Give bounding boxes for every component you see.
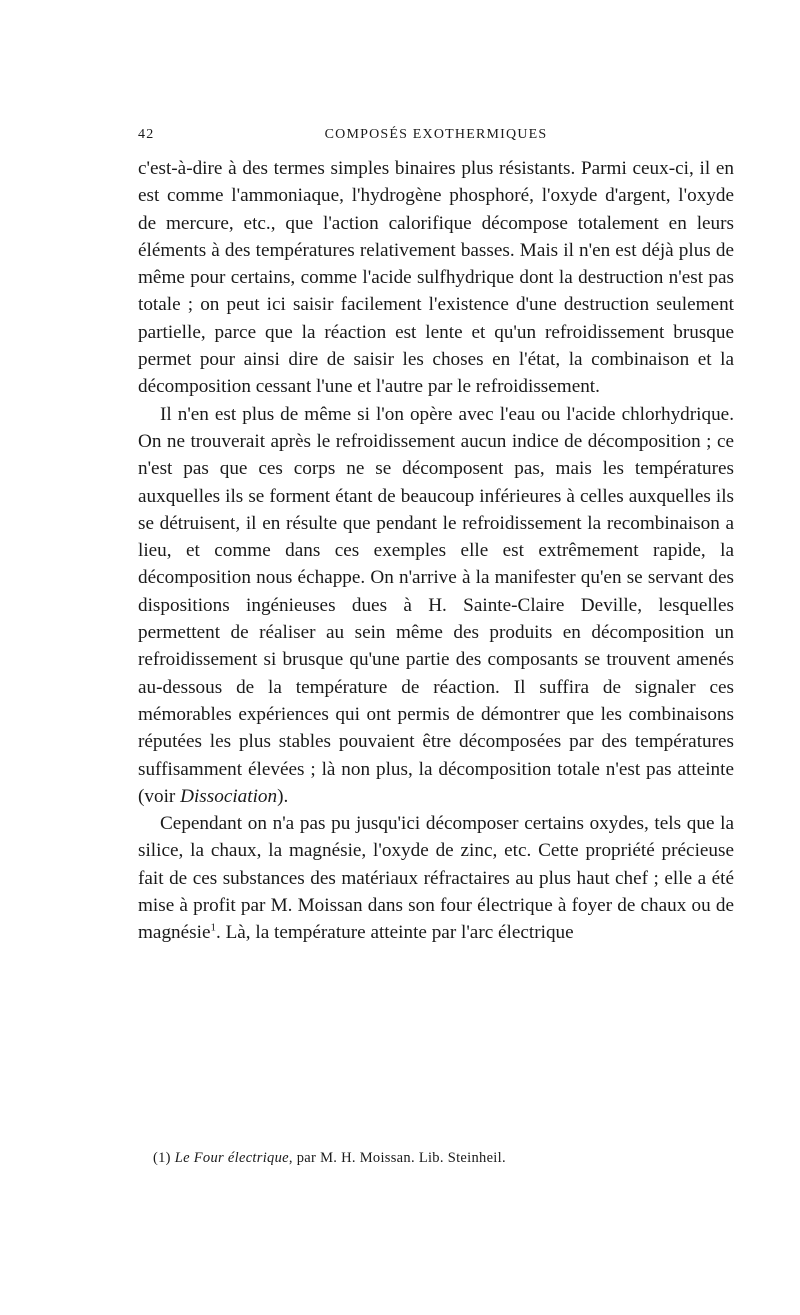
page-number: 42 (138, 127, 155, 142)
page (138, 127, 734, 947)
running-head (138, 127, 734, 149)
footnote (153, 1150, 733, 1167)
footnote-title: Le Four électrique (174, 1150, 289, 1166)
footnote-text: , par M. H. Moissan. Lib. Steinheil. (288, 1150, 506, 1166)
paragraph-2-italic-reference: Dissociation (180, 785, 278, 807)
footnote-marker: (1) (153, 1150, 171, 1166)
paragraph-1 (138, 155, 734, 401)
paragraph-3-text: Cependant on n'a pas pu jusqu'ici décomposer certains oxydes, tels que la silice, la chaux, la magnésie, l'oxyde de zinc, etc. Cette propriété précieuse fait de ces substances des matériaux réfractaires au plus haut chef ; elle a été mise à profit par M. Moissan dans son four électrique à foyer de chaux ou de magnésie (138, 813, 734, 944)
paragraph-2-text-end: ). (277, 785, 289, 807)
paragraph-3-text-end: . Là, la température atteinte par l'arc électrique (215, 922, 574, 944)
paragraph-2-text: Il n'en est plus de même si l'on opère avec l'eau ou l'acide chlorhydrique. On ne trouverait après le refroidissement aucun indice de décomposition ; ce n'est pas que ces corps ne se décomposent pas, mais les températures auxquelles ils se forment étant de beaucoup inférieures à celles auxquelles ils se détruisent, il en résulte que pendant le refroidissement la recombinaison a lieu, et comme dans ces exemples elle est extrêmement rapide, la décomposition nous échappe. On n'arrive à la manifester qu'en se servant des dispositions ingénieuses dues à H. Sainte-Claire Deville, lesquelles permettent de réaliser au sein même des produits en décomposition un refroidissement si brusque qu'une partie des composants se trouvent amenés au-dessous de la température de réaction. Il suffira de signaler ces mémorables expériences qui ont permis de démontrer que les combinaisons réputées les plus stables pouvaient être décomposées par des températures suffisamment élevées ; là non plus, la décomposition totale n'est pas atteinte (voir (138, 403, 734, 807)
footnote-reference: 1 (210, 921, 216, 934)
paragraph-2 (138, 401, 734, 810)
body-text (138, 155, 734, 947)
paragraph-1-text: c'est-à-dire à des termes simples binaires plus résistants. Parmi ceux-ci, il en est comme l'ammoniaque, l'hydrogène phosphoré, l'oxyde d'argent, l'oxyde de mercure, etc., que l'action calorifique décompose totalement en leurs éléments à des températures relativement basses. Mais il n'en est déjà plus de même pour certains, comme l'acide sulfhydrique dont la destruction n'est pas totale ; on peut ici saisir facilement l'existence d'une destruction seulement partielle, parce que la réaction est lente et qu'un refroidissement brusque permet pour ainsi dire de saisir les choses en l'état, la combinaison et la décomposition cessant l'une et l'autre par le refroidissement. (138, 158, 734, 398)
paragraph-3 (138, 810, 734, 946)
running-title: COMPOSÉS EXOTHERMIQUES (324, 127, 548, 142)
